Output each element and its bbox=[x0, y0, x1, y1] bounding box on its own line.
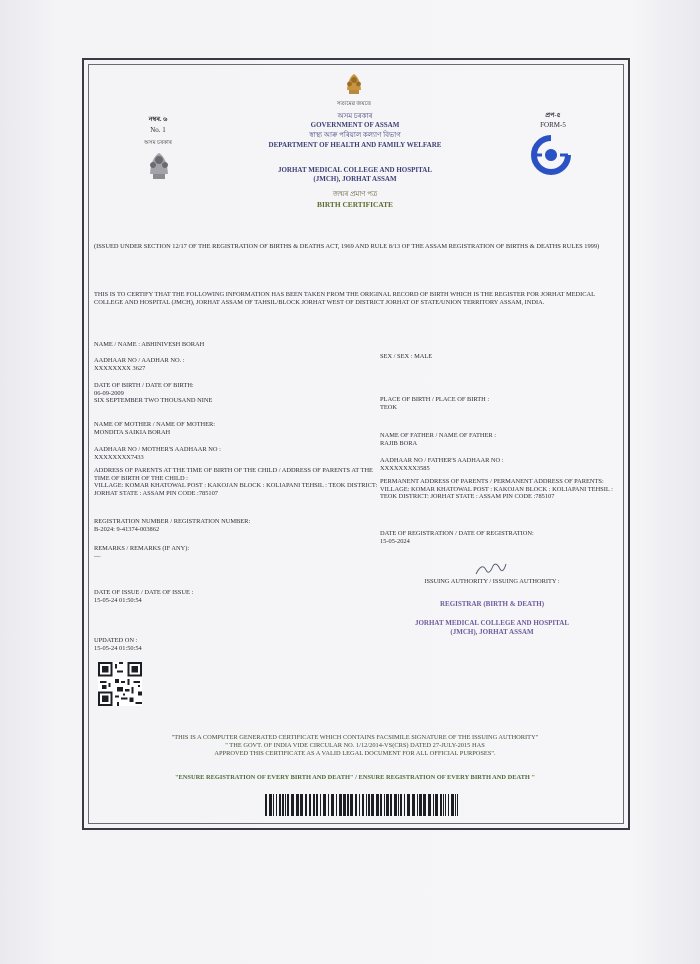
government-assamese: অসম চৰকাৰ bbox=[337, 112, 373, 120]
dob-block bbox=[94, 382, 364, 405]
address-birth-block bbox=[94, 467, 379, 497]
issue-date-label: DATE OF ISSUE / DATE OF ISSUE : bbox=[94, 589, 194, 596]
updated-value: 15-05-24 01:50:54 bbox=[94, 644, 142, 652]
registrar-title: REGISTRAR (BIRTH & DEATH) bbox=[439, 600, 545, 608]
form-number: No. 1 bbox=[150, 126, 166, 134]
address-permanent-value: VILLAGE: KOMAR KHATOWAL POST : KAKOJAN BLOCK : KOLIAPANI TEHSIL : TEOK DISTRICT: JORHAT STATE : ASSAM PIN CODE :785107 bbox=[380, 485, 613, 501]
registration-number-value: B-2024: 9-41374-003862 bbox=[94, 525, 160, 533]
emblem-caption: সত্যমেৱ জয়তে bbox=[336, 101, 372, 107]
government-title: GOVERNMENT OF ASSAM bbox=[310, 121, 400, 129]
registration-date-value: 15-05-2024 bbox=[380, 537, 410, 545]
pob-block bbox=[380, 396, 620, 411]
dob-words: SIX SEPTEMBER TWO THOUSAND NINE bbox=[94, 397, 213, 405]
aadhaar-block bbox=[94, 357, 364, 372]
national-emblem-icon bbox=[343, 70, 365, 98]
issue-date-block bbox=[94, 589, 294, 604]
father-aadhaar-label: AADHAAR NO / FATHER'S AADHAAR NO : bbox=[380, 457, 504, 464]
authority-hospital-line1: JORHAT MEDICAL COLLEGE AND HOSPITAL bbox=[414, 619, 570, 627]
issue-date-value: 15-05-24 01:50:54 bbox=[94, 596, 142, 604]
registration-date-label: DATE OF REGISTRATION / DATE OF REGISTRATION: bbox=[380, 530, 534, 537]
address-permanent-block bbox=[380, 478, 622, 501]
department-title: DEPARTMENT OF HEALTH AND FAMILY WELFARE bbox=[268, 141, 442, 149]
aadhaar-label: AADHAAR NO / AADHAR NO. : bbox=[94, 357, 185, 364]
computer-generated-line3: APPROVED THIS CERTIFICATE AS A VALID LEGAL DOCUMENT FOR ALL OFFICIAL PURPOSES". bbox=[214, 749, 496, 757]
registration-date-block bbox=[380, 530, 620, 545]
department-assamese: স্বাস্থ্য আৰু পৰিয়াল কল্যাণ বিভাগ bbox=[309, 131, 401, 139]
mother-aadhaar-value: XXXXXXXX7433 bbox=[94, 453, 144, 461]
hospital-name-line2: (JMCH), JORHAT ASSAM bbox=[313, 175, 397, 183]
form-number-assamese: নম্বৰ. ৬ bbox=[148, 116, 168, 123]
father-aadhaar-block bbox=[380, 457, 620, 472]
updated-label: UPDATED ON : bbox=[94, 637, 138, 644]
qr-code-icon bbox=[98, 662, 142, 706]
assam-emblem-icon bbox=[144, 148, 174, 182]
crs-logo-icon bbox=[530, 134, 572, 176]
pob-label: PLACE OF BIRTH / PLACE OF BIRTH : bbox=[380, 396, 490, 403]
father-aadhaar-value: XXXXXXXX3585 bbox=[380, 464, 430, 472]
remarks-block bbox=[94, 545, 364, 560]
hospital-name-line1: JORHAT MEDICAL COLLEGE AND HOSPITAL bbox=[277, 166, 433, 174]
mother-label: NAME OF MOTHER / NAME OF MOTHER: bbox=[94, 421, 216, 428]
remarks-label: REMARKS / REMARKS (IF ANY): bbox=[94, 545, 190, 552]
seal-caption: অসম চৰকাৰ bbox=[144, 140, 172, 146]
aadhaar-value: XXXXXXXX 3627 bbox=[94, 364, 146, 372]
mother-aadhaar-label: AADHAAR NO / MOTHER'S AADHAAR NO : bbox=[94, 446, 221, 453]
ensure-registration-note: "ENSURE REGISTRATION OF EVERY BIRTH AND DEATH" / ENSURE REGISTRATION OF EVERY BIRTH AND DEATH " bbox=[174, 774, 536, 781]
certificate-title-assamese: জন্মৰ প্ৰমাণ পত্ৰ bbox=[332, 190, 378, 198]
dob-value: 06-09-2009 bbox=[94, 389, 124, 397]
mother-aadhaar-block bbox=[94, 446, 364, 461]
issuing-authority-label: ISSUING AUTHORITY / ISSUING AUTHORITY : bbox=[424, 578, 560, 585]
mother-block bbox=[94, 421, 364, 436]
sex-field: SEX / SEX : MALE bbox=[380, 353, 433, 360]
address-permanent-label: PERMANENT ADDRESS OF PARENTS / PERMANENT ADDRESS OF PARENTS: bbox=[380, 478, 604, 485]
issued-under-text: (ISSUED UNDER SECTION 12/17 OF THE REGISTRATION OF BIRTHS & DEATHS ACT, 1969 AND RULE 8/13 OF THE ASSAM REGISTRATION OF BIRTHS & DEATHS RULES 1999) bbox=[94, 243, 600, 250]
remarks-value: — bbox=[94, 552, 101, 560]
computer-generated-line1: "THIS IS A COMPUTER GENERATED CERTIFICATE WHICH CONTAINS FACSIMILE SIGNATURE OF THE ISSUING AUTHORITY" bbox=[171, 734, 539, 741]
form-right-number: FORM-5 bbox=[540, 121, 566, 129]
father-value: RAJIB BORA bbox=[380, 439, 418, 447]
father-label: NAME OF FATHER / NAME OF FATHER : bbox=[380, 432, 497, 439]
registration-number-label: REGISTRATION NUMBER / REGISTRATION NUMBER: bbox=[94, 518, 251, 525]
pob-value: TEOK bbox=[380, 403, 398, 411]
certificate-title: BIRTH CERTIFICATE bbox=[317, 200, 393, 209]
computer-generated-line2: " THE GOVT. OF INDIA VIDE CIRCULAR NO. 1/12/2014-VS(CRS) DATED 27-JULY-2015 HAS bbox=[225, 741, 485, 749]
computer-generated-note bbox=[110, 734, 600, 757]
authority-hospital-line2: (JMCH), JORHAT ASSAM bbox=[450, 628, 534, 636]
barcode-icon bbox=[265, 794, 461, 816]
updated-block bbox=[94, 637, 294, 652]
address-birth-value: VILLAGE: KOMAR KHATOWAL POST : KAKOJAN BLOCK : KOLIAPANI TEHSIL : TEOK DISTRICT: JORHAT STATE : ASSAM PIN CODE :785107 bbox=[94, 482, 378, 497]
dob-label: DATE OF BIRTH / DATE OF BIRTH: bbox=[94, 382, 194, 389]
signature-icon bbox=[474, 560, 508, 578]
father-block bbox=[380, 432, 620, 447]
child-name: NAME / NAME : ABHINIVESH BORAH bbox=[94, 341, 205, 348]
form-right-assamese: প্ৰপ-৫ bbox=[545, 112, 561, 119]
certify-text: THIS IS TO CERTIFY THAT THE FOLLOWING INFORMATION HAS BEEN TAKEN FROM THE ORIGINAL RECORD OF BIRTH WHICH IS THE REGISTER FOR JORHAT MEDICAL COLLEGE AND HOSPITAL (JMCH), JORHAT ASSAM OF TAHSIL/BLOCK JORHAT WEST OF DISTRICT JORHAT OF STATE/UNION TERRITORY ASSAM, INDIA. bbox=[94, 291, 595, 306]
address-birth-label: ADDRESS OF PARENTS AT THE TIME OF BIRTH OF THE CHILD / ADDRESS OF PARENTS AT THE TIME OF BIRTH OF THE CHILD : bbox=[94, 467, 373, 482]
mother-value: MONDITA SAIKIA BORAH bbox=[94, 428, 171, 436]
registration-number-block bbox=[94, 518, 364, 533]
